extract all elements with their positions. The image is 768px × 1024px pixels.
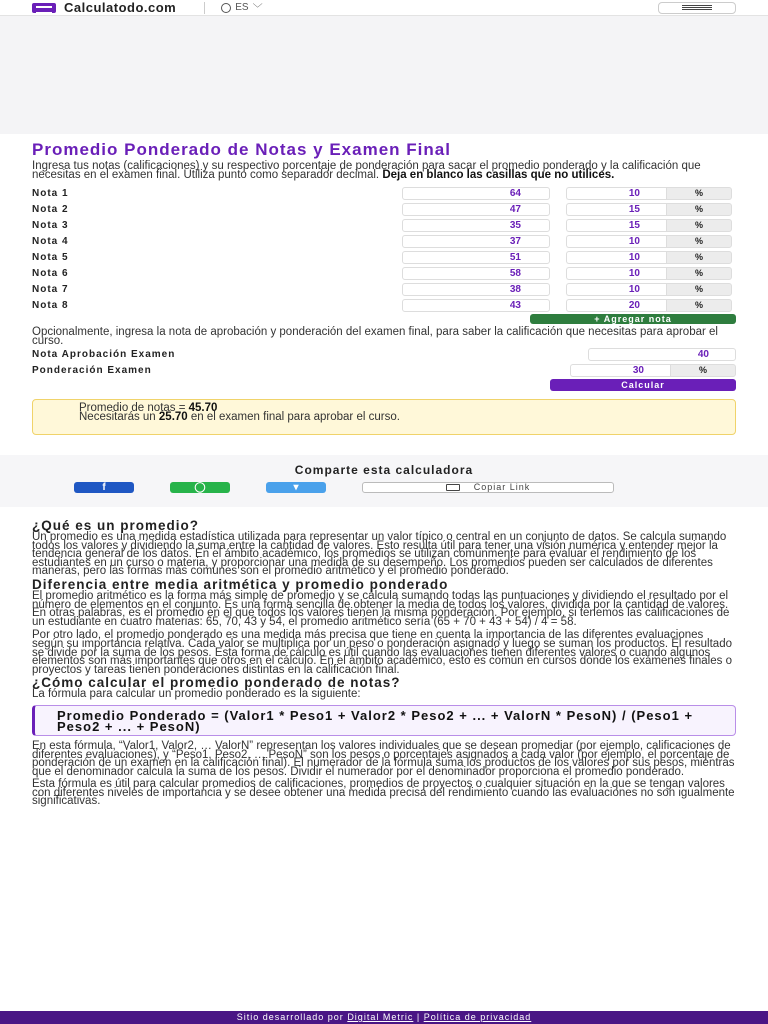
notes-list	[32, 185, 736, 313]
whatsapp-icon: ◯	[194, 482, 206, 493]
footer-divider: |	[416, 1012, 421, 1022]
weight-input[interactable]: 15	[566, 219, 666, 232]
percent-suffix: %	[666, 235, 732, 248]
article	[0, 507, 768, 806]
average-result: Promedio de notas = 45.70	[79, 402, 218, 414]
language-selector[interactable]	[221, 0, 262, 15]
twitter-icon: ▾	[293, 482, 299, 493]
calculate-button[interactable]: Calcular	[550, 379, 736, 391]
note-row	[32, 201, 736, 217]
weight-input[interactable]: 10	[566, 283, 666, 296]
optional-text: Opcionalmente, ingresa la nota de aprobación y ponderación del examen final, para saber la calificación que necesitas para aprobar el curso.	[32, 326, 718, 347]
note-row	[32, 233, 736, 249]
note-label: Nota 7	[32, 283, 69, 295]
paragraph: La fórmula para calcular un promedio ponderado es la siguiente:	[32, 688, 361, 701]
footer-text: Sitio desarrollado por	[236, 1012, 344, 1022]
twitter-share-button[interactable]	[266, 482, 326, 493]
weight-input[interactable]: 20	[566, 299, 666, 312]
weight-input[interactable]: 10	[566, 235, 666, 248]
privacy-policy-link[interactable]: Política de privacidad	[423, 1012, 532, 1022]
digital-metric-link[interactable]: Digital Metric	[347, 1012, 414, 1022]
note-label: Nota 8	[32, 299, 69, 311]
weight-input[interactable]: 10	[566, 267, 666, 280]
weight-input[interactable]: 10	[566, 187, 666, 200]
grade-input[interactable]: 37	[402, 235, 550, 248]
note-label: Nota 6	[32, 267, 69, 279]
footer	[0, 1011, 768, 1024]
note-label: Nota 5	[32, 251, 69, 263]
percent-suffix: %	[666, 283, 732, 296]
facebook-share-button[interactable]	[74, 482, 134, 493]
paragraph: Esta fórmula es útil para calcular promedios de calificaciones, promedios de proyectos o cualquier situación en la que se tengan valores con diferentes niveles de importancia y se desee obtener una medida precisa del rendimiento cuando las evaluaciones no son igualmente significativas.	[32, 778, 735, 808]
chevron-down-icon: ﹀	[252, 4, 263, 15]
top-bar	[0, 0, 768, 16]
weight-input[interactable]: 15	[566, 203, 666, 216]
calculator-logo-icon[interactable]	[32, 3, 56, 13]
grade-input[interactable]: 47	[402, 203, 550, 216]
paragraph: Por otro lado, el promedio ponderado es una medida más precisa que tiene en cuenta la importancia de las diferentes evaluaciones según su importancia relativa. Cada valor se multiplica por un peso o ponderación asignado y luego se suman los productos. El resultado se divide por la suma de los pesos. Esta forma de cálculo es útil cuando las evaluaciones tienen diferentes valores o cuando algunos elementos son más importantes que otros en el cálculo. En el ámbito académico, esto es común en cursos donde los exámenes finales o proyectos y tareas tienen ponderaciones distintas en la calificación final.	[32, 629, 732, 676]
menu-button[interactable]	[658, 2, 736, 14]
exam-weight-input[interactable]: 30	[570, 364, 670, 377]
exam-weight-label: Ponderación Examen	[32, 364, 152, 376]
ad-space	[0, 16, 768, 134]
copy-link-label: Copiar Link	[473, 482, 531, 492]
share-section	[0, 455, 768, 507]
formula-box: Promedio Ponderado = (Valor1 * Peso1 + Valor2 * Peso2 + ... + ValorN * PesoN) / (Peso1 + Peso2 + ... + PesoN)	[32, 705, 736, 736]
grade-input[interactable]: 43	[402, 299, 550, 312]
weight-input[interactable]: 10	[566, 251, 666, 264]
intro-text: Ingresa tus notas (calificaciones) y su respectivo porcentaje de ponderación para sacar el promedio ponderado y la calificación que necesitas en el examen final. Utiliza punto como separador decimal. Deja en blanco las casillas que no utilices.	[32, 160, 701, 181]
percent-suffix: %	[666, 299, 732, 312]
percent-suffix: %	[666, 251, 732, 264]
copy-link-button[interactable]	[362, 482, 614, 493]
note-row	[32, 265, 736, 281]
percent-suffix: %	[670, 364, 736, 377]
note-label: Nota 3	[32, 219, 69, 231]
site-name[interactable]: Calculatodo.com	[64, 0, 177, 15]
paragraph: En esta fórmula, “Valor1, Valor2, … ValorN” representan los valores individuales que se desean promediar (por ejemplo, calificaciones de diferentes evaluaciones), y “Peso1, Peso2, … PesoN” son los pesos o porcentajes asignados a cada valor (por ejemplo, el porcentaje de ponderación de un examen en la calificación final). El numerador de la fórmula suma los productos de los valores por sus pesos, mientras que el denominador calcula la suma de los pesos. Dividir el numerador por el denominador proporciona el promedio ponderado.	[32, 739, 735, 778]
note-label: Nota 1	[32, 187, 69, 199]
percent-suffix: %	[666, 203, 732, 216]
grade-input[interactable]: 35	[402, 219, 550, 232]
percent-suffix: %	[666, 267, 732, 280]
facebook-icon: f	[102, 482, 106, 493]
exam-weight-row	[32, 362, 736, 378]
share-title: Comparte esta calculadora	[294, 463, 474, 477]
hamburger-icon	[682, 5, 712, 6]
note-label: Nota 4	[32, 235, 69, 247]
pass-grade-input[interactable]: 40	[588, 348, 736, 361]
note-row	[32, 297, 736, 313]
note-row	[32, 249, 736, 265]
calculator	[0, 134, 768, 435]
whatsapp-share-button[interactable]	[170, 482, 230, 493]
heading-difference: Diferencia entre media aritmética y promedio ponderado	[32, 576, 449, 592]
result-box	[32, 399, 736, 435]
pass-grade-row	[32, 346, 736, 362]
percent-suffix: %	[666, 187, 732, 200]
note-label: Nota 2	[32, 203, 69, 215]
note-row	[32, 217, 736, 233]
page-title: Promedio Ponderado de Notas y Examen Final	[32, 140, 451, 159]
copy-icon	[446, 484, 460, 491]
note-row	[32, 185, 736, 201]
note-row	[32, 281, 736, 297]
globe-icon	[221, 3, 231, 13]
exam-needed-result: Necesitarás un 25.70 en el examen final para aprobar el curso.	[79, 411, 400, 423]
grade-input[interactable]: 64	[402, 187, 550, 200]
percent-suffix: %	[666, 219, 732, 232]
add-note-button[interactable]: + Agregar nota	[530, 314, 736, 324]
paragraph: El promedio aritmético es la forma más simple de promedio y se calcula sumando todas las puntuaciones y dividiendo el resultado por el número de elementos en el conjunto. Es una forma sencilla de obtener la media de todos los valores, dividida por la cantidad de valores. En otras palabras, es el promedio en el que todos los valores tienen la misma ponderación. Por ejemplo, si tenemos las calificaciones de un estudiante en cuatro materias: 65, 70, 43 y 54, el promedio aritmético sería (65 + 70 + 43 + 54) / 4 = 58.	[32, 589, 730, 628]
paragraph: Un promedio es una medida estadística utilizada para representar un valor típico o central en un conjunto de datos. Se calcula sumando todos los valores y dividiendo la suma entre la cantidad de valores. Esto resulta útil para tener una visión numérica y entender mejor la tendencia general de los datos. En el ámbito académico, los promedios se utilizan comúnmente para evaluar el rendimiento de los estudiantes en un curso o materia, y proporcionar una medida de su desempeño. Los promedios pueden ser calculados de diferentes maneras, pero las formas más comunes son el promedio aritmético y el promedio ponderado.	[32, 531, 727, 578]
divider	[204, 2, 205, 14]
heading-how-to-calculate: ¿Cómo calcular el promedio ponderado de notas?	[32, 675, 401, 691]
grade-input[interactable]: 58	[402, 267, 550, 280]
heading-what-is-average: ¿Qué es un promedio?	[32, 518, 200, 533]
language-label: ES	[235, 2, 249, 13]
grade-input[interactable]: 38	[402, 283, 550, 296]
pass-grade-label: Nota Aprobación Examen	[32, 348, 176, 360]
grade-input[interactable]: 51	[402, 251, 550, 264]
